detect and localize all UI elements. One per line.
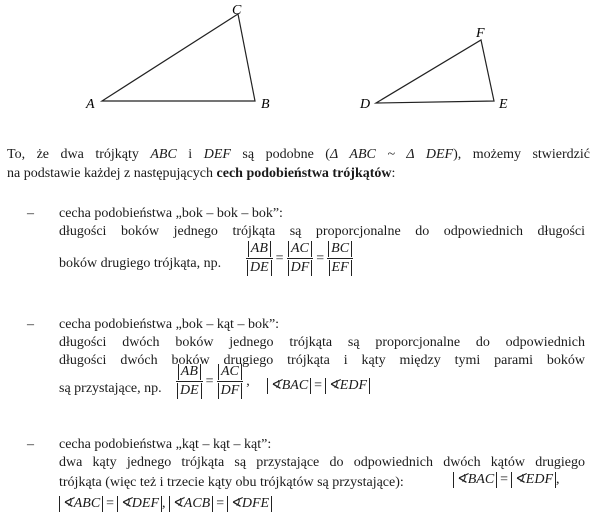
fraction-numerator: BC xyxy=(328,241,352,257)
item-2-desc-2: długości dwóch boków drugiego trójkąta i kąty między tymi parami boków xyxy=(59,353,585,368)
fraction-numerator: AB xyxy=(178,364,201,380)
angle-left: ∢ABC xyxy=(59,496,103,512)
fraction-numerator: AC xyxy=(288,241,312,257)
fraction-numerator: AB xyxy=(248,241,271,257)
item-2-dash: – xyxy=(27,317,34,332)
item-2-title: cecha podobieństwa „bok – kąt – bok”: xyxy=(59,317,280,332)
vertex-label-d: D xyxy=(360,97,371,112)
item-3-dash: – xyxy=(27,437,34,452)
angle-left: ∢BAC xyxy=(267,378,311,394)
angle-right: ∢DFE xyxy=(227,496,272,512)
item-1-dash: – xyxy=(27,206,34,221)
item-2-desc-1: długości dwóch boków jednego trójkąta są proporcjonalne do odpowiednich xyxy=(59,335,585,350)
item-3-title: cecha podobieństwa „kąt – kąt – kąt”: xyxy=(59,437,272,452)
fraction-denominator: DF xyxy=(218,383,243,399)
item-1-proportion: $\frac{AB}{DE}$ = $\frac{AC}{DF}$ = $\frac{BC}{EF}$ xyxy=(246,241,353,276)
angle-right: ∢EDF xyxy=(511,472,556,488)
vertex-label-e: E xyxy=(499,97,508,112)
angle-right: ∢DEF xyxy=(117,496,162,512)
item-2-desc-3: są przystające, np. xyxy=(59,381,162,396)
fraction-denominator: DE xyxy=(177,383,202,399)
item-3-desc-2: trójkąta (więc też i trzecie kąty obu trójkątów są przystające): xyxy=(59,475,404,490)
item-1-desc-1: długości boków jednego trójkąta są proporcjonalne do odpowiednich długości xyxy=(59,224,585,239)
vertex-label-b: B xyxy=(261,97,270,112)
item-2-angle-equality: ∢BAC = ∢EDF xyxy=(267,378,370,394)
fraction-denominator: DE xyxy=(247,260,272,276)
vertex-label-f: F xyxy=(476,26,485,41)
angle-left: ∢ACB xyxy=(169,496,213,512)
vertex-label-a: A xyxy=(86,97,95,112)
item-1-desc-2: boków drugiego trójkąta, np. xyxy=(59,256,222,271)
angle-right: ∢EDF xyxy=(325,378,370,394)
item-2-proportion: $\frac{AB}{DE}$ = $\frac{AC}{DF}$ , xyxy=(176,364,253,399)
intro-line-2: na podstawie każdej z następujących cech podobieństwa trójkątów: xyxy=(7,166,396,181)
triangle-abc xyxy=(102,14,255,101)
fraction-denominator: EF xyxy=(329,260,352,276)
angle-left: ∢BAC xyxy=(453,472,497,488)
item-1-title: cecha podobieństwa „bok – bok – bok”: xyxy=(59,206,283,221)
similarity-expression: Δ ABC ~ Δ DEF xyxy=(329,147,454,162)
item-3-angle-equality-1: ∢BAC = ∢EDF , xyxy=(453,472,560,488)
fraction-denominator: DF xyxy=(288,260,313,276)
vertex-label-c: C xyxy=(232,3,242,18)
similarity-criteria-term: cech podobieństwa trójkątów xyxy=(216,166,392,181)
intro-line-1: To, że dwa trójkąty ABC i DEF są podobne (Δ ABC ~ Δ DEF), możemy stwierdzić xyxy=(7,147,590,162)
item-3-desc-1: dwa kąty jednego trójkąta są przystające do odpowiednich dwóch kątów drugiego xyxy=(59,455,585,470)
fraction-numerator: AC xyxy=(218,364,242,380)
item-3-angle-equality-2: ∢ABC = ∢DEF , ∢ACB = ∢DFE xyxy=(59,496,272,512)
triangles-figure xyxy=(0,0,600,120)
triangle-def xyxy=(376,40,494,103)
